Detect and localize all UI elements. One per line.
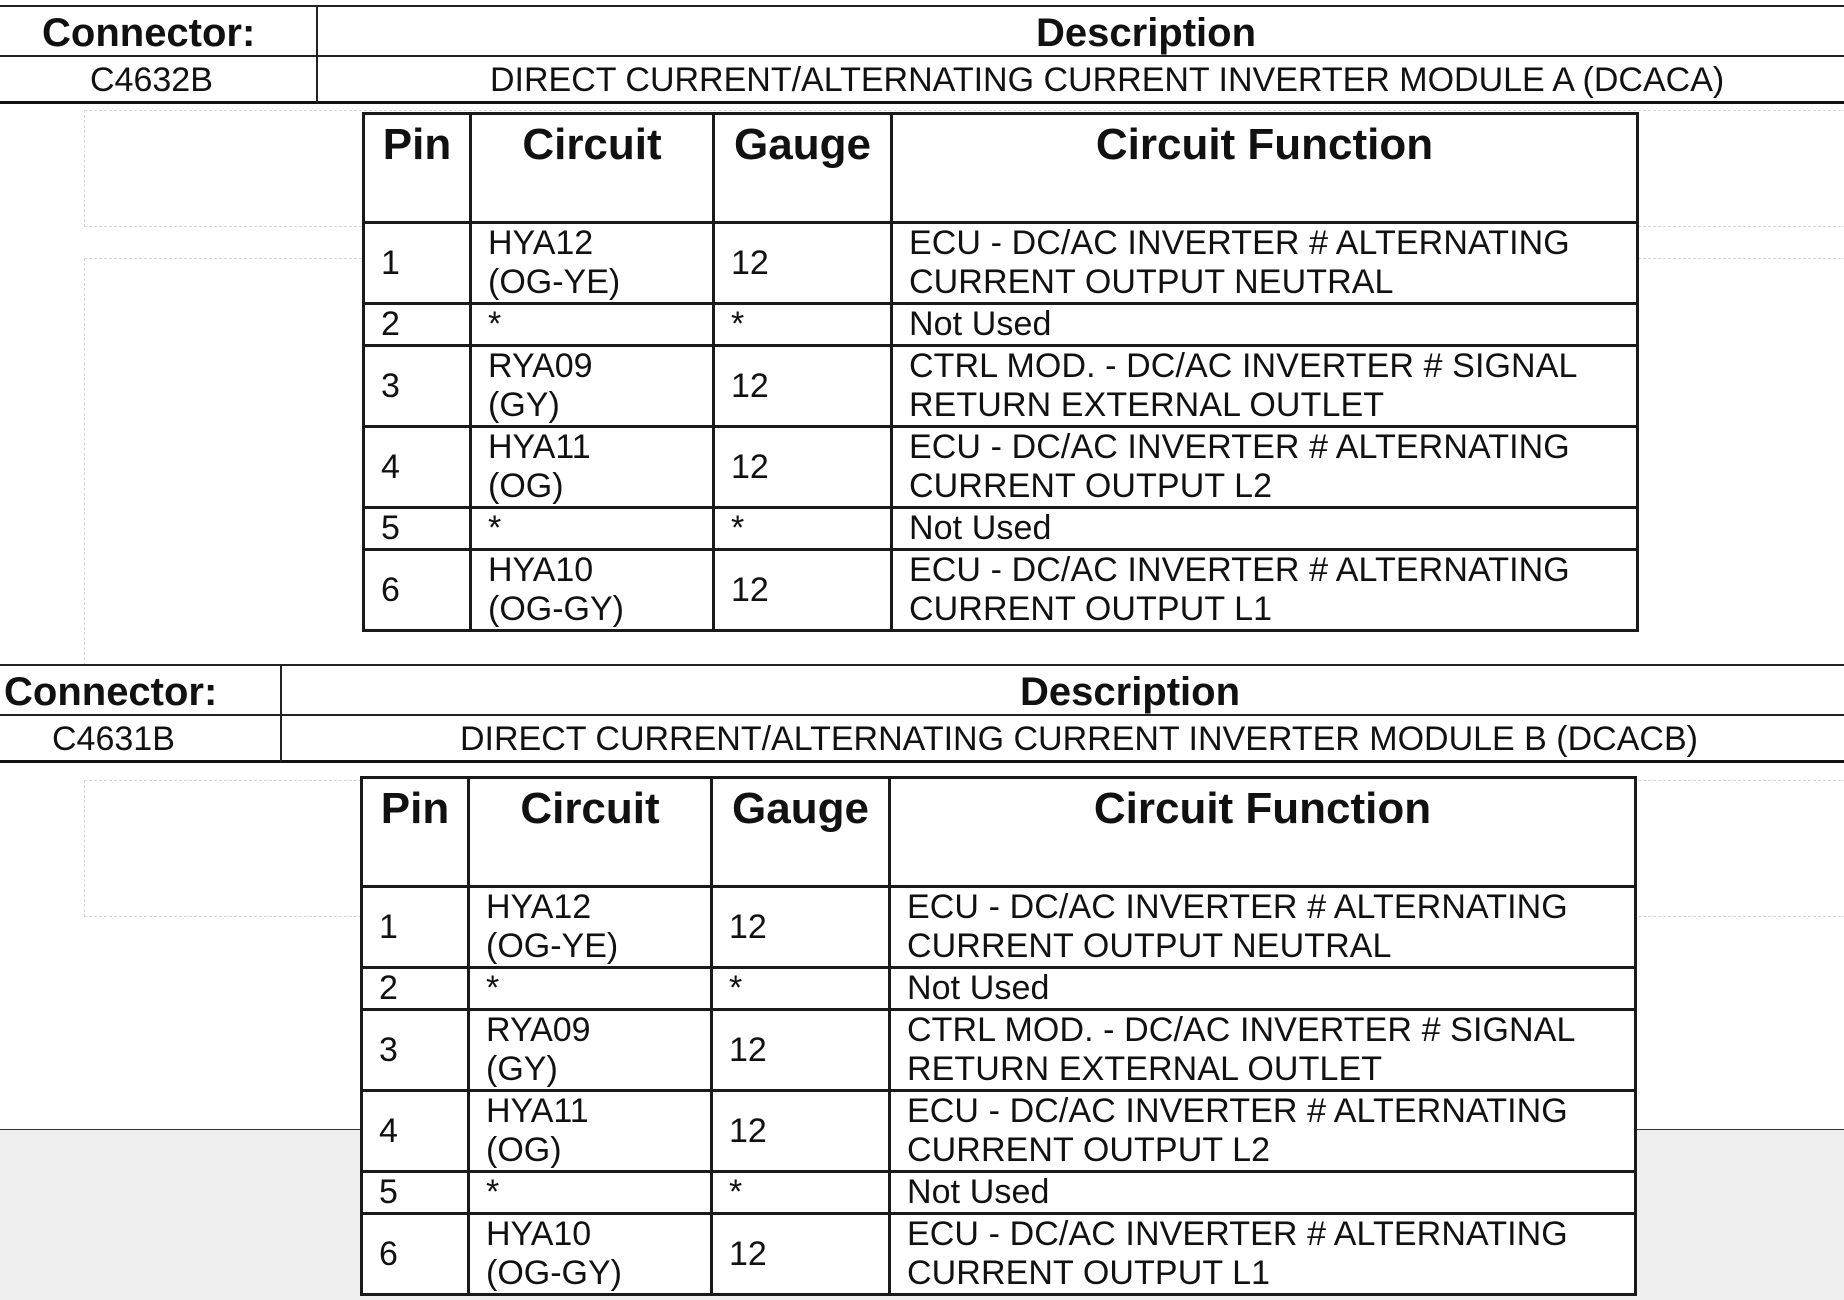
column-divider bbox=[316, 5, 318, 103]
function-header: Circuit Function bbox=[892, 114, 1638, 223]
wire-color: (OG-YE) bbox=[488, 263, 621, 301]
circuit-id: HYA10 bbox=[488, 551, 594, 589]
circuit-id: HYA11 bbox=[488, 428, 591, 466]
table-row bbox=[362, 1091, 1636, 1172]
circuit-id: RYA09 bbox=[486, 1011, 591, 1049]
table-row bbox=[364, 508, 1638, 550]
rule bbox=[0, 714, 1844, 716]
circuit-cell bbox=[469, 1091, 712, 1172]
circuit-id: HYA12 bbox=[488, 224, 594, 262]
pin-number: 5 bbox=[364, 508, 471, 550]
circuit-id: RYA09 bbox=[488, 347, 593, 385]
function-line: CTRL MOD. - DC/AC INVERTER # SIGNAL bbox=[907, 1011, 1576, 1049]
description-label: Description bbox=[1020, 670, 1241, 714]
function-cell bbox=[890, 1010, 1636, 1091]
function-line: ECU - DC/AC INVERTER # ALTERNATING bbox=[907, 1215, 1568, 1253]
rule bbox=[0, 101, 1844, 104]
function-line: CURRENT OUTPUT L1 bbox=[909, 590, 1273, 628]
gauge-header: Gauge bbox=[712, 778, 890, 887]
function-cell bbox=[892, 346, 1638, 427]
table-row bbox=[362, 1214, 1636, 1295]
table-row bbox=[364, 427, 1638, 508]
function-line: CTRL MOD. - DC/AC INVERTER # SIGNAL bbox=[909, 347, 1578, 385]
description-label: Description bbox=[1036, 11, 1257, 55]
circuit-header: Circuit bbox=[471, 114, 714, 223]
function-line: CURRENT OUTPUT NEUTRAL bbox=[909, 263, 1394, 301]
table-row bbox=[364, 550, 1638, 631]
gauge-cell: * bbox=[714, 508, 892, 550]
table-row bbox=[364, 223, 1638, 304]
function-line: ECU - DC/AC INVERTER # ALTERNATING bbox=[907, 1092, 1568, 1130]
function-cell bbox=[890, 1214, 1636, 1295]
connector-description: DIRECT CURRENT/ALTERNATING CURRENT INVERTER MODULE B (DCACB) bbox=[460, 720, 1698, 758]
circuit-cell bbox=[471, 550, 714, 631]
connector-description: DIRECT CURRENT/ALTERNATING CURRENT INVERTER MODULE A (DCACA) bbox=[490, 61, 1725, 99]
table-row bbox=[364, 346, 1638, 427]
function-line: CURRENT OUTPUT L1 bbox=[907, 1254, 1271, 1292]
circuit-cell bbox=[469, 887, 712, 968]
gauge-cell: 12 bbox=[714, 346, 892, 427]
function-line: CURRENT OUTPUT L2 bbox=[909, 467, 1273, 505]
gauge-cell: 12 bbox=[712, 1214, 890, 1295]
gauge-cell: 12 bbox=[714, 427, 892, 508]
wire-color: (OG-GY) bbox=[488, 590, 624, 628]
function-line: ECU - DC/AC INVERTER # ALTERNATING bbox=[909, 428, 1570, 466]
circuit-cell: * bbox=[469, 1172, 712, 1214]
table-row bbox=[362, 1010, 1636, 1091]
pin-number: 4 bbox=[362, 1091, 469, 1172]
circuit-cell: * bbox=[469, 968, 712, 1010]
pin-number: 4 bbox=[364, 427, 471, 508]
pin-table-a bbox=[362, 112, 1639, 632]
gauge-cell: * bbox=[714, 304, 892, 346]
gauge-cell: 12 bbox=[714, 550, 892, 631]
rule bbox=[0, 664, 1844, 666]
circuit-header: Circuit bbox=[469, 778, 712, 887]
circuit-cell bbox=[469, 1010, 712, 1091]
function-cell: Not Used bbox=[892, 508, 1638, 550]
function-cell bbox=[892, 550, 1638, 631]
circuit-id: HYA10 bbox=[486, 1215, 592, 1253]
pin-table-b bbox=[360, 776, 1637, 1296]
gauge-header: Gauge bbox=[714, 114, 892, 223]
connector-label: Connector: bbox=[42, 11, 256, 55]
wire-color: (OG) bbox=[486, 1131, 562, 1169]
connector-block-b bbox=[0, 664, 1844, 766]
function-line: RETURN EXTERNAL OUTLET bbox=[909, 386, 1385, 424]
column-divider bbox=[280, 664, 282, 762]
pin-header: Pin bbox=[362, 778, 469, 887]
function-line: ECU - DC/AC INVERTER # ALTERNATING bbox=[909, 551, 1570, 589]
wire-color: (GY) bbox=[488, 386, 560, 424]
wire-color: (OG) bbox=[488, 467, 564, 505]
pin-header: Pin bbox=[364, 114, 471, 223]
table-row bbox=[362, 968, 1636, 1010]
table-row bbox=[364, 304, 1638, 346]
connector-label: Connector: bbox=[4, 670, 218, 714]
function-line: CURRENT OUTPUT NEUTRAL bbox=[907, 927, 1392, 965]
circuit-cell bbox=[471, 427, 714, 508]
pin-number: 5 bbox=[362, 1172, 469, 1214]
function-cell bbox=[890, 887, 1636, 968]
wire-color: (GY) bbox=[486, 1050, 558, 1088]
pin-number: 6 bbox=[364, 550, 471, 631]
table-row bbox=[362, 887, 1636, 968]
function-header: Circuit Function bbox=[890, 778, 1636, 887]
pin-number: 3 bbox=[364, 346, 471, 427]
function-cell bbox=[892, 427, 1638, 508]
pin-number: 2 bbox=[364, 304, 471, 346]
circuit-cell bbox=[471, 223, 714, 304]
wire-color: (OG-GY) bbox=[486, 1254, 622, 1292]
table-row bbox=[362, 1172, 1636, 1214]
connector-block-a bbox=[0, 5, 1844, 107]
circuit-cell bbox=[469, 1214, 712, 1295]
function-cell: Not Used bbox=[892, 304, 1638, 346]
connector-id: C4631B bbox=[52, 720, 175, 758]
table-header-row bbox=[364, 114, 1638, 223]
rule bbox=[0, 55, 1844, 57]
gauge-cell: * bbox=[712, 968, 890, 1010]
gauge-cell: 12 bbox=[712, 1010, 890, 1091]
function-cell: Not Used bbox=[890, 1172, 1636, 1214]
function-line: ECU - DC/AC INVERTER # ALTERNATING bbox=[907, 888, 1568, 926]
gauge-cell: 12 bbox=[714, 223, 892, 304]
gauge-cell: 12 bbox=[712, 1091, 890, 1172]
table-header-row bbox=[362, 778, 1636, 887]
function-line: CURRENT OUTPUT L2 bbox=[907, 1131, 1271, 1169]
circuit-cell: * bbox=[471, 508, 714, 550]
pin-number: 2 bbox=[362, 968, 469, 1010]
circuit-id: HYA12 bbox=[486, 888, 592, 926]
rule bbox=[0, 5, 1844, 7]
circuit-cell bbox=[471, 346, 714, 427]
pin-number: 1 bbox=[364, 223, 471, 304]
connector-id: C4632B bbox=[90, 61, 213, 99]
circuit-cell: * bbox=[471, 304, 714, 346]
gauge-cell: 12 bbox=[712, 887, 890, 968]
pin-number: 6 bbox=[362, 1214, 469, 1295]
wire-color: (OG-YE) bbox=[486, 927, 619, 965]
gauge-cell: * bbox=[712, 1172, 890, 1214]
function-cell bbox=[892, 223, 1638, 304]
pin-number: 3 bbox=[362, 1010, 469, 1091]
function-line: ECU - DC/AC INVERTER # ALTERNATING bbox=[909, 224, 1570, 262]
rule bbox=[0, 760, 1844, 763]
function-line: RETURN EXTERNAL OUTLET bbox=[907, 1050, 1383, 1088]
function-cell bbox=[890, 1091, 1636, 1172]
pin-number: 1 bbox=[362, 887, 469, 968]
circuit-id: HYA11 bbox=[486, 1092, 589, 1130]
function-cell: Not Used bbox=[890, 968, 1636, 1010]
